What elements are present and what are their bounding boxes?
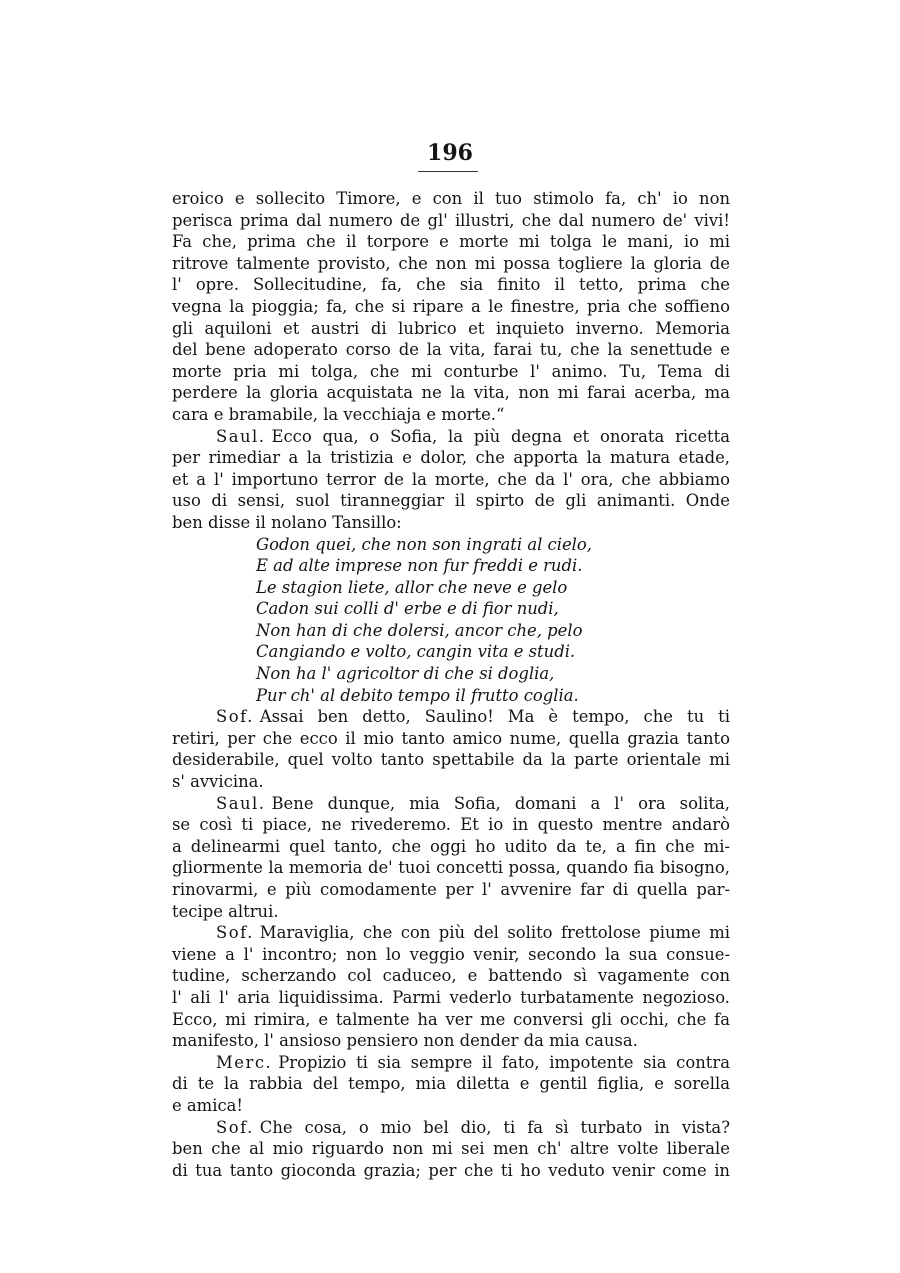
- verse-line: Cangiando e volto, cangin vita e studi.: [256, 642, 576, 662]
- text-line: vegna la pioggia; fa, che si ripare a le finestre, pria che soffieno: [172, 296, 730, 316]
- text-line: [172, 1117, 730, 1139]
- text-line: perisca prima dal numero de gl' illustri, che dal numero de' vivi!: [172, 210, 730, 230]
- text-line: a delinearmi quel tanto, che oggi ho udito da te, a fin che mi-: [172, 836, 730, 856]
- text-line: et a l' importuno terror de la morte, che da l' ora, che abbiamo: [172, 469, 730, 489]
- speech-text: Bene dunque, mia Sofia, domani a l' ora solita,: [271, 793, 730, 813]
- body-text: [172, 188, 730, 1181]
- header-rule: [418, 171, 478, 172]
- speech-text: Propizio ti sia sempre il fato, impotente sia contra: [278, 1052, 730, 1072]
- text-line: di te la rabbia del tempo, mia diletta e gentil figlia, e sorella: [172, 1074, 730, 1094]
- page-number: 196: [427, 140, 473, 166]
- speaker-label: Merc.: [216, 1052, 273, 1072]
- speech-text: Maraviglia, che con più del solito frettolose piume mi: [259, 923, 730, 943]
- text-line: eroico e sollecito Timore, e con il tuo stimolo fa, ch' io non: [172, 189, 730, 208]
- verse-line: Godon quei, che non son ingrati al cielo,: [256, 534, 592, 554]
- text-line: manifesto, l' ansioso pensiero non dender da mia causa.: [172, 1031, 638, 1051]
- text-line: perdere la gloria acquistata ne la vita, non mi farai acerba, ma: [172, 383, 730, 403]
- speaker-label: Saul.: [216, 426, 266, 446]
- text-line: l' ali l' aria liquidissima. Parmi vederlo turbatamente negozioso.: [172, 987, 730, 1007]
- speaker-label: Saul.: [216, 793, 266, 813]
- text-line: del bene adoperato corso de la vita, farai tu, che la senettude e: [172, 340, 730, 360]
- text-line: tecipe altrui.: [172, 901, 279, 921]
- speech-text: Ecco qua, o Sofia, la più degna et onorata ricetta: [271, 426, 730, 446]
- text-line: ritrove talmente provisto, che non mi possa togliere la gloria de: [172, 253, 730, 273]
- text-line: Ecco, mi rimira, e talmente ha ver me conversi gli occhi, che fa: [172, 1009, 730, 1029]
- text-line: [172, 793, 730, 815]
- text-line: Fa che, prima che il torpore e morte mi tolga le mani, io mi: [172, 232, 730, 252]
- text-line: gli aquiloni et austri di lubrico et inquieto inverno. Memoria: [172, 318, 730, 338]
- text-line: per rimediar a la tristizia e dolor, che apporta la matura etade,: [172, 448, 730, 468]
- text-line: [172, 426, 730, 448]
- text-line: desiderabile, quel volto tanto spettabile da la parte orientale mi: [172, 750, 730, 770]
- speaker-label: Sof.: [216, 707, 254, 727]
- speaker-label: Sof.: [216, 923, 254, 943]
- text-line: [172, 706, 730, 728]
- text-line: e amica!: [172, 1095, 244, 1115]
- text-line: cara e bramabile, la vecchiaja e morte.“: [172, 404, 505, 424]
- text-line: tudine, scherzando col caduceo, e battendo sì vagamente con: [172, 966, 730, 986]
- speaker-label: Sof.: [216, 1117, 254, 1137]
- text-line: [172, 1052, 730, 1074]
- text-line: s' avvicina.: [172, 772, 264, 792]
- verse-line: Non ha l' agricoltor di che si doglia,: [256, 664, 555, 684]
- text-line: morte pria mi tolga, che mi conturbe l' animo. Tu, Tema di: [172, 361, 730, 381]
- speech-text: Assai ben detto, Saulino! Ma è tempo, che tu ti: [259, 707, 730, 727]
- text-line: se così ti piace, ne rivederemo. Et io in questo mentre andarò: [172, 815, 730, 835]
- verse-line: Le stagion liete, allor che neve e gelo: [256, 577, 568, 597]
- text-line: viene a l' incontro; non lo veggio venir, secondo la sua consue-: [172, 944, 730, 964]
- text-line: l' opre. Sollecitudine, fa, che sia finito il tetto, prima che: [172, 275, 730, 295]
- text-line: ben disse il nolano Tansillo:: [172, 512, 402, 532]
- verse-line: Cadon sui colli d' erbe e di fior nudi,: [256, 599, 559, 619]
- text-line: gliormente la memoria de' tuoi concetti possa, quando fia bisogno,: [172, 858, 730, 878]
- text-line: retiri, per che ecco il mio tanto amico nume, quella grazia tanto: [172, 728, 730, 748]
- text-line: di tua tanto gioconda grazia; per che ti ho veduto venir come in: [172, 1160, 730, 1180]
- verse-line: Non han di che dolersi, ancor che, pelo: [256, 620, 583, 640]
- text-line: uso di sensi, suol tiranneggiar il spirto de gli animanti. Onde: [172, 491, 730, 511]
- text-line: [172, 922, 730, 944]
- text-line: rinovarmi, e più comodamente per l' avvenire far di quella par-: [172, 880, 730, 899]
- text-line: ben che al mio riguardo non mi sei men ch' altre volte liberale: [172, 1139, 730, 1159]
- speech-text: Che cosa, o mio bel dio, ti fa sì turbato in vista?: [259, 1117, 730, 1137]
- verse-line: E ad alte imprese non fur freddi e rudi.: [256, 556, 583, 576]
- verse-line: Pur ch' al debito tempo il frutto coglia.: [256, 685, 579, 705]
